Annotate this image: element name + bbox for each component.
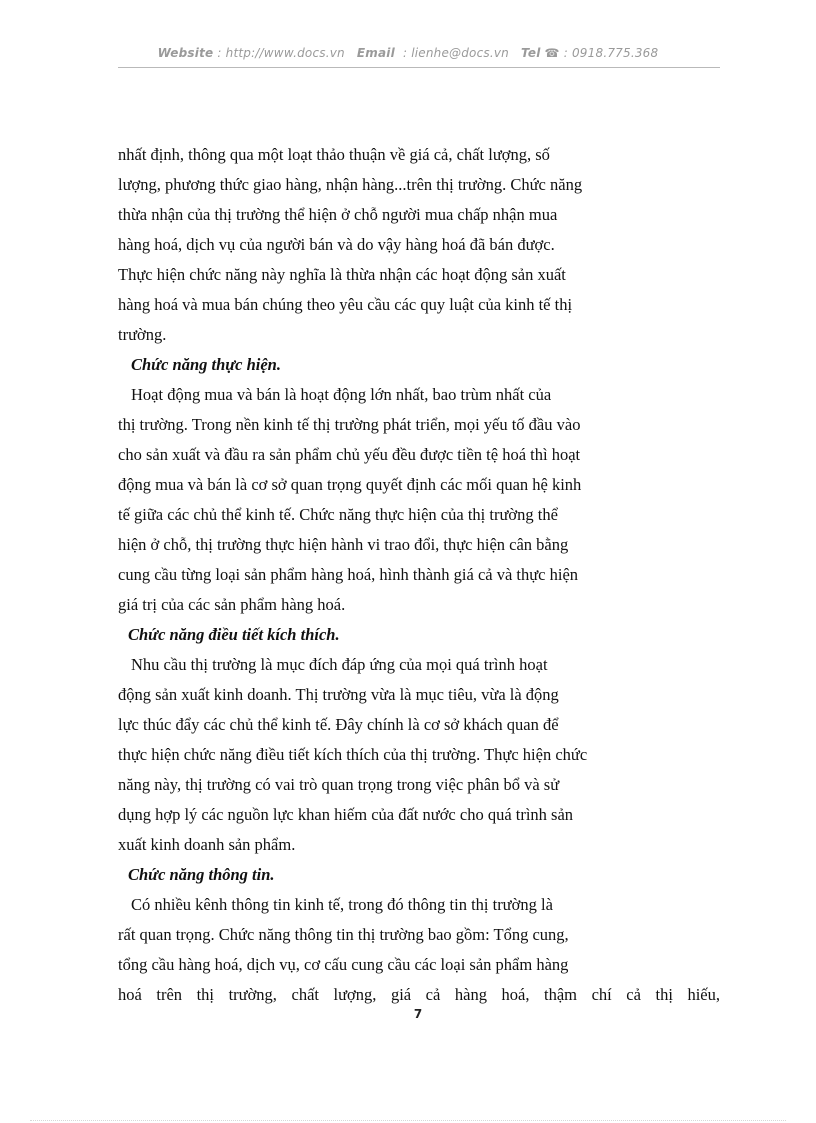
text-line: hoá trên thị trường, chất lượng, giá cả hàng hoá, thậm chí cả thị hiếu, bbox=[118, 985, 720, 1004]
text-line: trường. bbox=[118, 325, 167, 344]
text-line: thực hiện chức năng điều tiết kích thích của thị trường. Thực hiện chức bbox=[118, 745, 588, 764]
header-divider bbox=[118, 67, 720, 68]
phone-icon: ☎ bbox=[544, 46, 560, 60]
text-line: thừa nhận của thị trường thể hiện ở chỗ người mua chấp nhận mua bbox=[118, 205, 558, 224]
text-line: tế giữa các chủ thể kinh tế. Chức năng thực hiện của thị trường thể bbox=[118, 505, 558, 524]
text-line: nhất định, thông qua một loạt thảo thuận về giá cả, chất lượng, số bbox=[118, 145, 550, 164]
text-line: hàng hoá, dịch vụ của người bán và do vậy hàng hoá đã bán được. bbox=[118, 235, 555, 254]
text-line: rất quan trọng. Chức năng thông tin thị trường bao gồm: Tổng cung, bbox=[118, 925, 569, 944]
section-heading: Chức năng điều tiết kích thích. bbox=[128, 625, 340, 644]
section-heading: Chức năng thực hiện. bbox=[131, 355, 281, 374]
email-label: Email bbox=[356, 46, 395, 60]
text-line: lực thúc đẩy các chủ thể kinh tế. Đây chính là cơ sở khách quan để bbox=[118, 715, 559, 734]
page-number: 7 bbox=[413, 1007, 423, 1021]
text-line: lượng, phương thức giao hàng, nhận hàng...trên thị trường. Chức năng bbox=[118, 175, 583, 194]
section-heading: Chức năng thông tin. bbox=[128, 865, 275, 884]
text-line: cho sản xuất và đầu ra sản phẩm chủ yếu đều được tiền tệ hoá thì hoạt bbox=[118, 445, 581, 464]
text-line: Có nhiều kênh thông tin kinh tế, trong đó thông tin thị trường là bbox=[131, 895, 553, 914]
text-line: cung cầu từng loại sản phẩm hàng hoá, hình thành giá cả và thực hiện bbox=[118, 565, 579, 584]
document-body bbox=[118, 140, 720, 1010]
text-line: Nhu cầu thị trường là mục đích đáp ứng của mọi quá trình hoạt bbox=[131, 655, 548, 674]
website-label: Website bbox=[157, 46, 214, 60]
text-line: Thực hiện chức năng này nghĩa là thừa nhận các hoạt động sản xuất bbox=[118, 265, 566, 284]
text-line: năng này, thị trường có vai trò quan trọng trong việc phân bổ và sử bbox=[118, 775, 560, 794]
text-line: dụng hợp lý các nguồn lực khan hiếm của đất nước cho quá trình sản bbox=[118, 805, 574, 824]
text-line: động mua và bán là cơ sở quan trọng quyết định các mối quan hệ kinh bbox=[118, 475, 582, 494]
footer-divider bbox=[30, 1120, 786, 1121]
text-line: Hoạt động mua và bán là hoạt động lớn nhất, bao trùm nhất của bbox=[131, 385, 552, 404]
text-line: động sản xuất kinh doanh. Thị trường vừa là mục tiêu, vừa là động bbox=[118, 685, 559, 704]
tel-label: Tel bbox=[521, 46, 541, 60]
text-line: thị trường. Trong nền kinh tế thị trường phát triển, mọi yếu tố đầu vào bbox=[118, 415, 581, 434]
text-line: xuất kinh doanh sản phẩm. bbox=[118, 835, 296, 854]
text-line: hiện ở chỗ, thị trường thực hiện hành vi trao đổi, thực hiện cân bằng bbox=[118, 535, 569, 554]
text-line: hàng hoá và mua bán chúng theo yêu cầu các quy luật của kinh tế thị bbox=[118, 295, 573, 314]
website-value[interactable]: : http://www.docs.vn bbox=[217, 46, 345, 60]
email-value[interactable]: : lienhe@docs.vn bbox=[402, 46, 509, 60]
page-header bbox=[0, 46, 816, 60]
tel-value: : 0918.775.368 bbox=[563, 46, 659, 60]
text-line: tổng cầu hàng hoá, dịch vụ, cơ cấu cung cầu các loại sản phẩm hàng bbox=[118, 955, 569, 974]
text-line: giá trị của các sản phẩm hàng hoá. bbox=[118, 595, 346, 614]
